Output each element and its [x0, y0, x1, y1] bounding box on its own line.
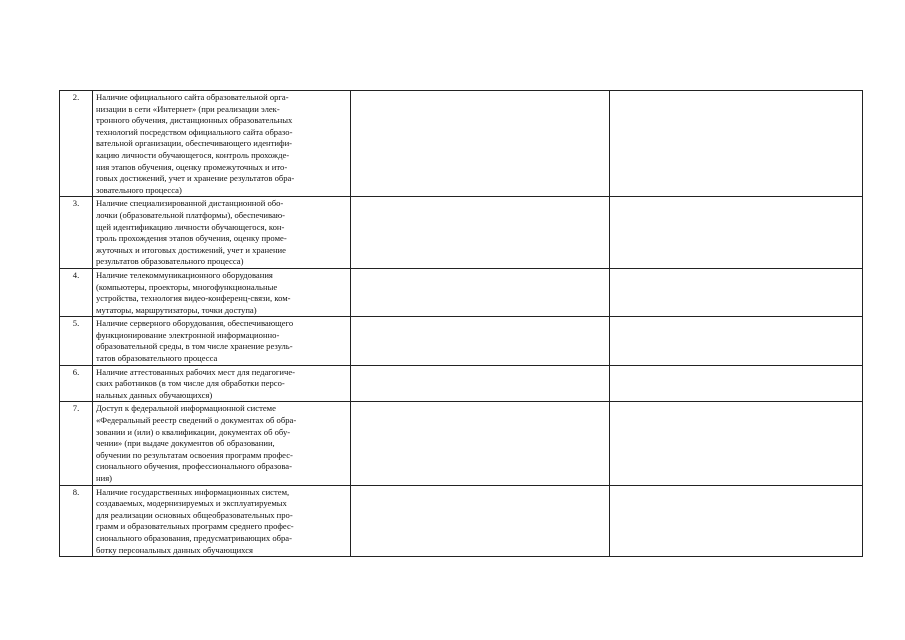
row-description [93, 268, 351, 316]
table-row [60, 402, 863, 485]
requirements-table [59, 90, 863, 557]
description-line: Доступ к федеральной информационной системе [96, 403, 276, 414]
description-line: Наличие серверного оборудования, обеспечивающего [96, 318, 294, 329]
empty-cell [610, 365, 863, 402]
description-line: обучении по результатам освоения программ профес- [96, 449, 293, 460]
description-line: ских работников (в том числе для обработки персо- [96, 378, 285, 389]
description-line: результатов образовательного процесса) [96, 256, 244, 267]
description-line: тронного обучения, дистанционных образовательных [96, 115, 293, 126]
description-line: сионального обучения, профессионального образова- [96, 461, 292, 472]
table-row [60, 268, 863, 316]
table-row [60, 197, 863, 269]
description-line: зовании и (или) о квалификации, документах об обу- [96, 426, 291, 437]
empty-cell [351, 91, 610, 197]
table-row [60, 365, 863, 402]
description-line: вательной организации, обеспечивающего идентифи- [96, 138, 293, 149]
description-line: ботку персональных данных обучающихся [96, 544, 253, 555]
description-line: создаваемых, модернизируемых и эксплуатируемых [96, 498, 287, 509]
row-number: 6. [60, 365, 93, 402]
description-line: ния этапов обучения, оценку промежуточных и ито- [96, 161, 288, 172]
row-number: 2. [60, 91, 93, 197]
description-line: татов образовательного процесса [96, 353, 218, 364]
description-line: щей идентификацию личности обучающегося, кон- [96, 221, 285, 232]
description-line: Наличие специализированной дистанционной обо- [96, 198, 284, 209]
description-line: мутаторы, маршрутизаторы, точки доступа) [96, 304, 257, 315]
description-line: чении» (при выдаче документов об образовании, [96, 438, 275, 449]
table-row [60, 91, 863, 197]
description-line: (компьютеры, проекторы, многофункциональные [96, 281, 278, 292]
row-description [93, 317, 351, 365]
row-number: 7. [60, 402, 93, 485]
row-number: 5. [60, 317, 93, 365]
description-line: нальных данных обучающихся) [96, 389, 213, 400]
description-line: кацию личности обучающегося, контроль прохожде- [96, 149, 290, 160]
empty-cell [351, 317, 610, 365]
row-number: 4. [60, 268, 93, 316]
empty-cell [610, 485, 863, 557]
description-line: троль прохождения этапов обучения, оценку проме- [96, 233, 287, 244]
description-line: Наличие аттестованных рабочих мест для педагогиче- [96, 366, 296, 377]
row-number: 8. [60, 485, 93, 557]
empty-cell [610, 197, 863, 269]
row-description [93, 365, 351, 402]
empty-cell [610, 91, 863, 197]
empty-cell [351, 268, 610, 316]
description-line: жуточных и итоговых достижений, учет и хранение [96, 244, 286, 255]
description-line: зовательного процесса) [96, 184, 182, 195]
description-line: низации в сети «Интернет» (при реализации элек- [96, 103, 280, 114]
row-description [93, 485, 351, 557]
row-description [93, 91, 351, 197]
empty-cell [610, 317, 863, 365]
description-line: технологий посредством официального сайта образо- [96, 126, 293, 137]
description-line: функционирование электронной информационно- [96, 329, 280, 340]
description-line: сионального образования, предусматривающих обра- [96, 532, 292, 543]
description-line: лочки (образовательной платформы), обеспечиваю- [96, 209, 286, 220]
description-line: грамм и образовательных программ среднего профес- [96, 521, 294, 532]
empty-cell [351, 197, 610, 269]
empty-cell [351, 402, 610, 485]
description-line: Наличие государственных информационных систем, [96, 486, 290, 497]
row-description [93, 197, 351, 269]
description-line: Наличие официального сайта образовательной орга- [96, 92, 289, 102]
description-line: образовательной среды, в том числе хранение резуль- [96, 341, 293, 352]
row-number: 3. [60, 197, 93, 269]
empty-cell [351, 365, 610, 402]
empty-cell [610, 268, 863, 316]
row-description [93, 402, 351, 485]
table-row [60, 317, 863, 365]
description-line: ния) [96, 473, 113, 483]
description-line: говых достижений, учет и хранение результатов обра- [96, 173, 295, 184]
table-row [60, 485, 863, 557]
description-line: Наличие телекоммуникационного оборудования [96, 269, 273, 280]
description-line: устройства, технология видео-конференц-связи, ком- [96, 293, 291, 304]
empty-cell [610, 402, 863, 485]
description-line: для реализации основных общеобразовательных про- [96, 509, 293, 520]
empty-cell [351, 485, 610, 557]
description-line: «Федеральный реестр сведений о документах об обра- [96, 415, 297, 426]
